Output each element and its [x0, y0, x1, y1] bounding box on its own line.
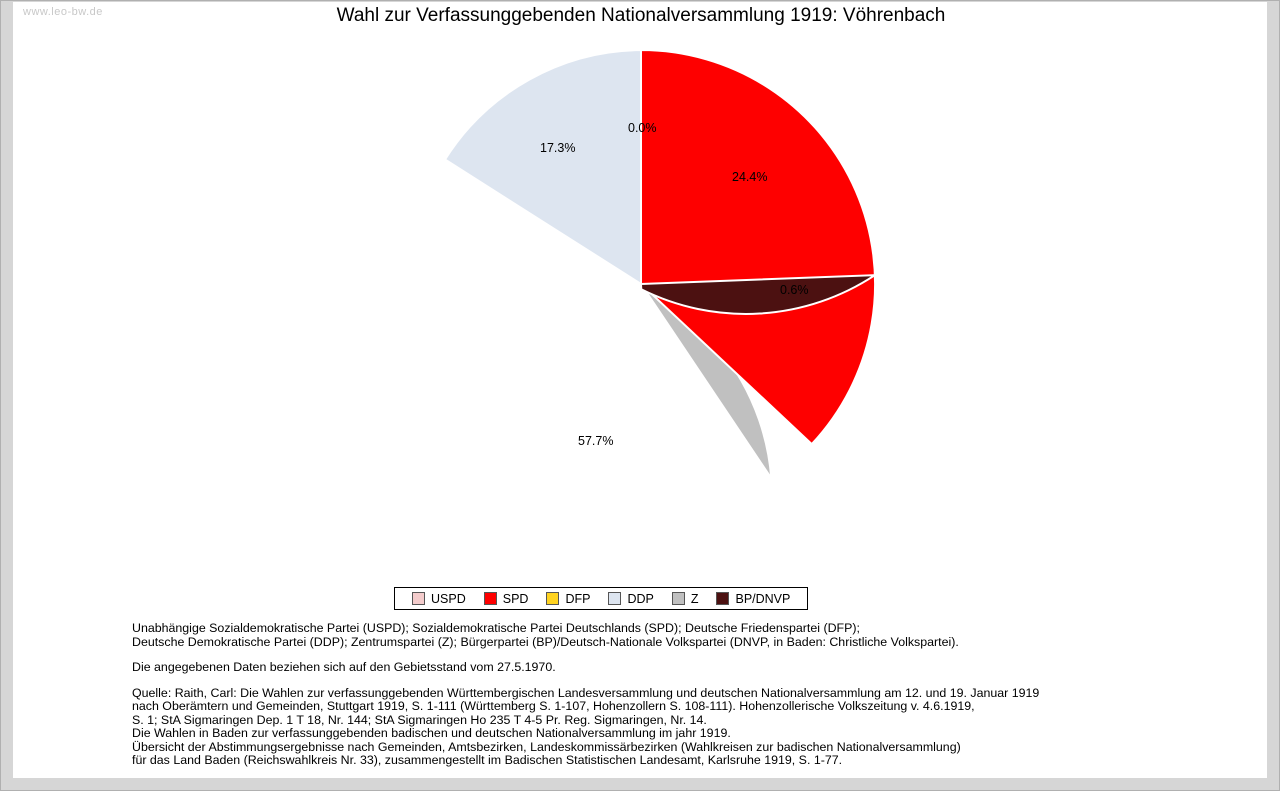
note-source-line-4: Die Wahlen in Baden zur verfassunggebenden badischen und deutschen Nationalversammlung im jahr 1919.	[132, 726, 731, 740]
note-source	[132, 687, 1232, 768]
chart-notes	[132, 622, 1232, 780]
legend-swatch-ddp	[608, 592, 621, 605]
pie-slice-ddp	[445, 50, 641, 284]
chart-legend	[394, 587, 808, 610]
page-border-right	[1267, 1, 1279, 791]
legend-label-uspd: USPD	[431, 591, 466, 606]
pie-chart	[406, 49, 876, 519]
page-border-top	[1, 1, 1280, 2]
slice-label-z: 57.7%	[578, 434, 614, 448]
note-parties-line-2: Deutsche Demokratische Partei (DDP); Zentrumspartei (Z); Bürgerpartei (BP)/Deutsch-Nationale Volkspartei (DNVP, in Baden: Christliche Volkspartei).	[132, 634, 959, 649]
legend-label-z: Z	[690, 591, 699, 606]
note-territory	[132, 661, 1232, 675]
legend-item-bp-dnvp[interactable]	[716, 592, 790, 606]
page-border-left	[1, 1, 13, 791]
pie-slice-spd	[641, 50, 875, 444]
legend-swatch-z	[672, 592, 685, 605]
slice-label-uspd: 0.0%	[628, 121, 657, 135]
page-border-bottom	[1, 778, 1280, 790]
legend-item-ddp[interactable]	[608, 592, 653, 606]
watermark: www.leo-bw.de	[23, 6, 103, 18]
slice-label-ddp: 17.3%	[540, 141, 576, 155]
legend-item-uspd[interactable]	[412, 592, 466, 606]
note-source-line-6: für das Land Baden (Reichswahlkreis Nr. 33), zusammengestellt im Badischen Statistischen Landesamt, Karlsruhe 1919, S. 1-77.	[132, 753, 843, 767]
legend-label-ddp: DDP	[627, 591, 654, 606]
legend-label-bp-dnvp: BP/DNVP	[735, 591, 791, 606]
legend-item-dfp[interactable]	[546, 592, 590, 606]
note-parties-line-1: Unabhängige Sozialdemokratische Partei (USPD); Sozialdemokratische Partei Deutschlands (SPD); Deutsche Friedenspartei (DFP);	[132, 621, 860, 635]
note-parties	[132, 622, 1232, 649]
legend-swatch-dfp	[546, 592, 559, 605]
note-territory-line-1: Die angegebenen Daten beziehen sich auf den Gebietsstand vom 27.5.1970.	[132, 660, 556, 674]
slice-label-bp-dnvp: 0.6%	[780, 283, 809, 297]
note-source-line-5: Übersicht der Abstimmungsergebnisse nach Gemeinden, Amtsbezirken, Landeskommissärbezirken (Wahlkreisen zur badischen Nationalversammlung)	[132, 739, 961, 754]
note-source-line-2: nach Oberämtern und Gemeinden, Stuttgart 1919, S. 1-111 (Württemberg S. 1-107, Hohenzollern S. 108-111). Hohenzollerische Volkszeitung v. 4.6.1919,	[132, 699, 975, 713]
legend-label-dfp: DFP	[565, 591, 591, 606]
legend-swatch-uspd	[412, 592, 425, 605]
page-title: Wahl zur Verfassunggebenden Nationalversammlung 1919: Vöhrenbach	[336, 5, 946, 26]
note-source-line-3: S. 1; StA Sigmaringen Dep. 1 T 18, Nr. 144; StA Sigmaringen Ho 235 T 4-5 Pr. Reg. Sigmaringen, Nr. 14.	[132, 712, 707, 727]
note-source-line-1: Quelle: Raith, Carl: Die Wahlen zur verfassunggebenden Württembergischen Landesversammlung und deutschen Nationalversammlung am 12. und 19. Januar 1919	[132, 685, 1040, 700]
legend-swatch-spd	[484, 592, 497, 605]
legend-item-z[interactable]	[672, 592, 699, 606]
legend-label-spd: SPD	[502, 591, 529, 606]
legend-swatch-bp-dnvp	[716, 592, 729, 605]
slice-label-spd: 24.4%	[732, 170, 768, 184]
legend-item-spd[interactable]	[484, 592, 529, 606]
